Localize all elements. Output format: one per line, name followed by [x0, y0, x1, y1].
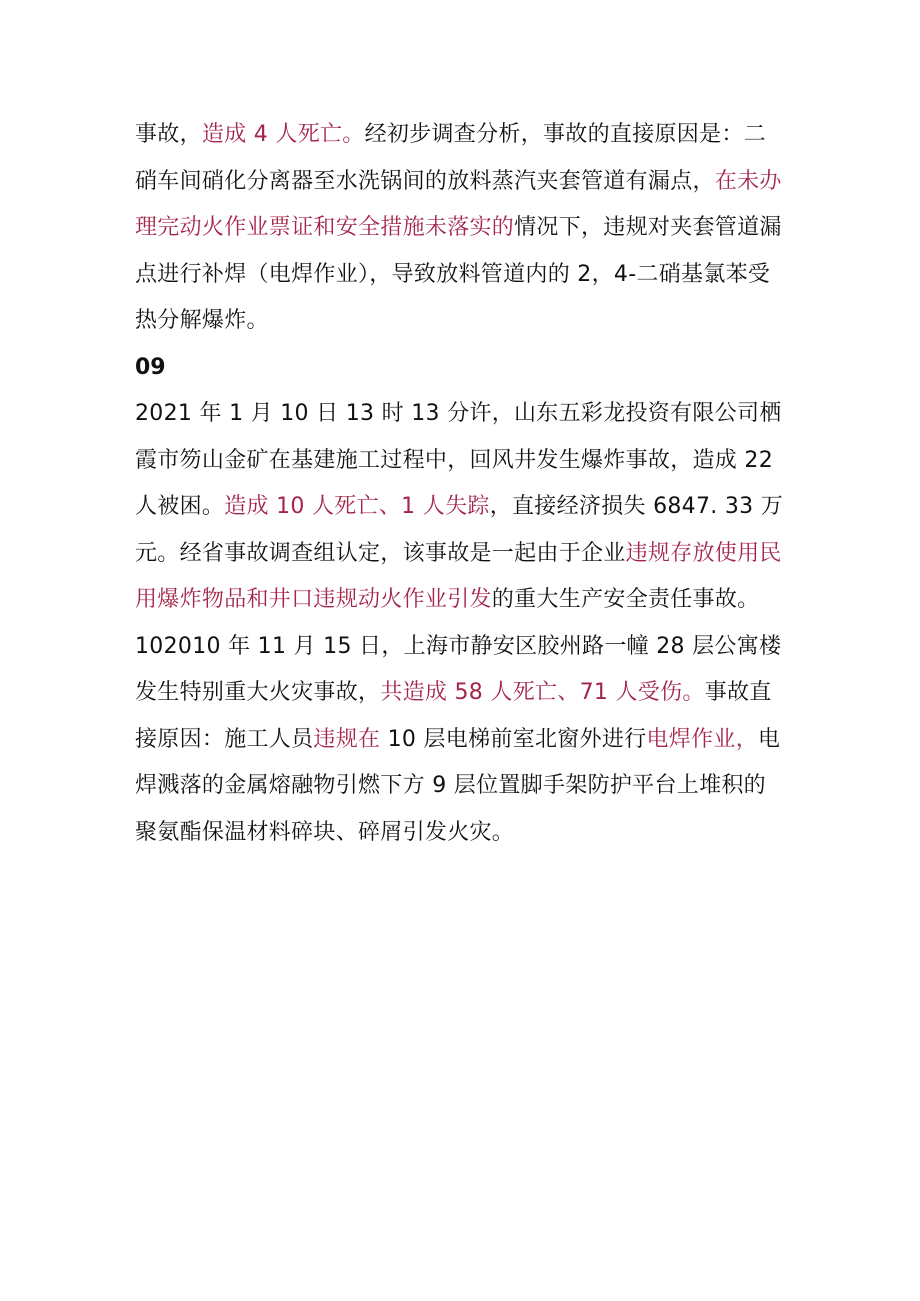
paragraph-case-08-tail	[135, 112, 785, 345]
paragraph-case-09	[135, 391, 785, 624]
text-segment: ，直接经济损失 6847. 33 万元。经省事故调查组认定，该事故是一起由于企业	[135, 494, 784, 566]
highlighted-segment: 违规在	[313, 726, 381, 752]
text-segment: 102010 年 11 月 15 日，上海市静安区胶州路一幢 28 层公寓楼发生特别重大火灾事故，	[135, 633, 782, 705]
highlighted-segment: 造成 10 人死亡、1 人失踪	[224, 494, 490, 519]
highlighted-segment: 共造成 58 人死亡、71 人受伤。	[380, 680, 705, 705]
highlighted-segment: 违规存放使用民用爆炸物品和井口违规动火作业引发	[135, 540, 782, 612]
highlighted-segment: 造成 4 人死亡。	[201, 122, 365, 147]
text-segment: 事故，	[135, 122, 202, 147]
highlighted-segment: 在未办理完动火作业票证和安全措施未落实的	[135, 168, 782, 240]
highlighted-segment: 电焊作业，	[646, 726, 759, 752]
text-segment: 的重大生产安全责任事故。	[491, 587, 760, 612]
section-number-09: 09	[135, 354, 166, 380]
text-segment: 2021 年 1 月 10 日 13 时 13 分许，山东五彩龙投资有限公司栖霞市笏山金矿在基建施工过程中，回风井发生爆炸事故，造成 22 人被困。	[135, 401, 782, 519]
paragraph-case-10	[135, 624, 785, 857]
text-segment: 情况下，违规对夹套管道漏点进行补焊（电焊作业），导致放料管道内的 2，4-二硝基氯苯受热分解爆炸。	[135, 215, 782, 333]
text-segment: 10 层电梯前室北窗外进行	[380, 726, 647, 752]
text-segment: 电焊溅落的金属熔融物引燃下方 9 层位置脚手架防护平台上堆积的聚氨酯保温材料碎块、碎屑引发火灾。	[135, 726, 781, 845]
text-segment: 经初步调查分析，事故的直接原因是：二硝车间硝化分离器至水洗锅间的放料蒸汽夹套管道有漏点，	[135, 122, 766, 194]
text-segment: 事故直接原因：施工人员	[135, 680, 772, 752]
document-body	[135, 112, 785, 856]
